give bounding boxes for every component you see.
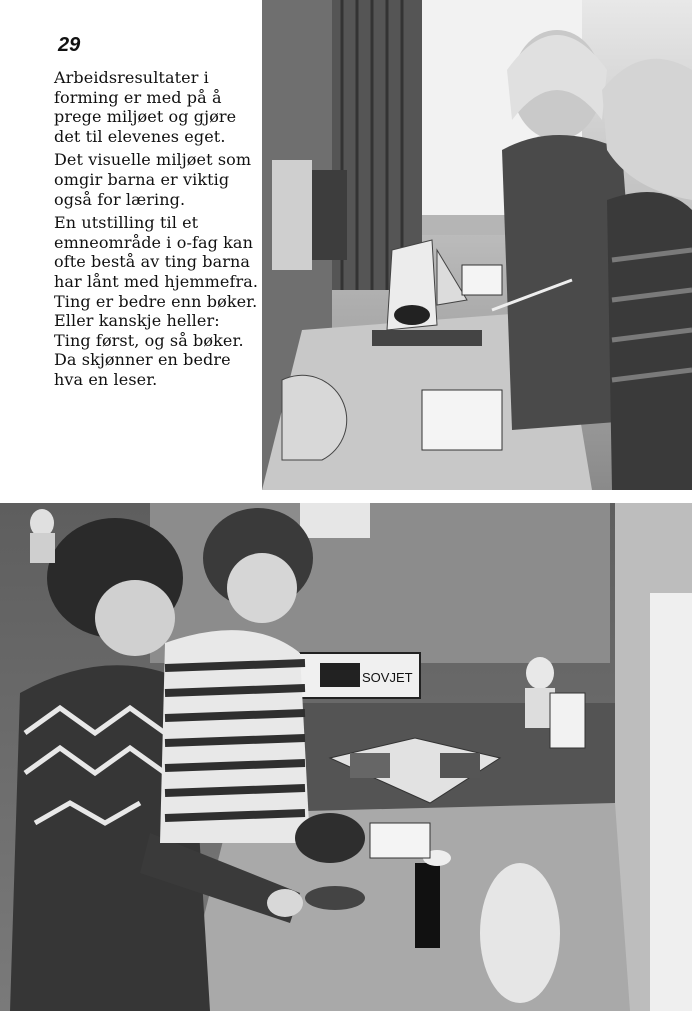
caption-paragraph-1: Arbeidsresultater i forming er med på å prege miljøet og gjøre det til elevenes eget. xyxy=(54,68,237,146)
sign-text: SOVJET xyxy=(362,670,413,685)
caption-text xyxy=(54,68,259,390)
photo-bottom xyxy=(0,503,692,1011)
caption-paragraph-2: Det visuelle miljøet som omgir barna er viktig også for læring. xyxy=(54,150,252,209)
photo-top xyxy=(262,0,692,490)
photo-bottom-image xyxy=(0,503,692,1011)
photo-top-image xyxy=(262,0,692,490)
caption-paragraph-3: En utstilling til et emneområde i o-fag kan ofte bestå av ting barna har lånt med hjemmefra. Ting er bedre enn bøker. Eller kanskje heller: Ting først, og så bøker. Da skjønner en bedre hva en leser. xyxy=(54,213,259,389)
page-number: 29 xyxy=(58,34,81,56)
